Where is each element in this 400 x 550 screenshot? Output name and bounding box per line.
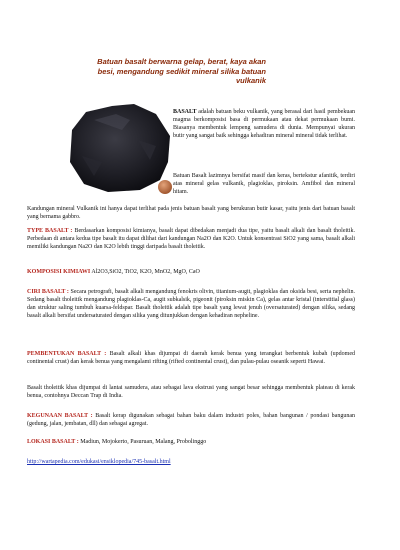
type-text: Berdasarkan komposisi kimianya, basalt dapat dibedakan menjadi dua tipe, yaitu basalt alkali dan basalt tholeitik. Perbedaan di antara kedua tipe basalt itu dapat dilihat dari kandungan Na2O dan K2O. Untuk konsentrasi SiO2 yang sama, basalt alkali memiliki kandungan Na2O dan K2O lebih tinggi daripada basalt tholeitik. xyxy=(27,228,355,251)
ciri-section xyxy=(27,288,355,321)
type-section xyxy=(27,227,355,251)
kegunaan-section xyxy=(27,412,355,428)
basalt-description xyxy=(27,172,355,221)
lokasi-label: LOKASI BASALT : xyxy=(27,439,79,445)
coin-scale-icon xyxy=(158,180,172,194)
basalt-description-part2: Kandungan mineral Vulkanik ini hanya dapat terlihat pada jenis batuan basalt yang berukuran butir kasar, yaitu jenis dari batuan basalt yang bernama gabbro. xyxy=(27,206,355,221)
komposisi-label: KOMPOSISI KIMIAWI xyxy=(27,269,91,275)
source-link[interactable]: http://wartapedia.com/edukasi/ensiklopedia/745-basalt.html xyxy=(27,459,171,465)
pembentukan-text-2: Basalt tholeitik khas dijumpai di lantai samudera, atau sebagai lava ekstrusi yang sangat besar sehingga membentuk plateau di kerak benua, contohnya Deccan Trap di India. xyxy=(27,385,355,400)
heading: Batuan basalt berwarna gelap, berat, kaya akan besi, mengandung sedikit mineral silika batuan vulkanik xyxy=(97,57,266,86)
komposisi-section xyxy=(27,268,355,276)
pembentukan-text: Basalt alkali khas dijumpai di daerah kerak benua yang terangkat berbentuk kubah (updomed continental crust) dan kerak benua yang mengalami rifting (rifted continental crust), dan pulau-pulau oseanik seperti Hawai. xyxy=(27,351,355,366)
pembentukan-label: PEMBENTUKAN BASALT : xyxy=(27,351,107,357)
ciri-label: CIRI BASALT : xyxy=(27,289,69,295)
kegunaan-text: Basalt kerap digunakan sebagai bahan baku dalam industri poles, bahan bangunan / pondasi bangunan (gedung, jalan, jembatan, dll) dan sebagai agregat. xyxy=(27,413,355,428)
pembentukan-section xyxy=(27,350,355,366)
intro-text: adalah batuan beku vulkanik, yang berasal dari hasil pembekuan magma berkomposisi basa di permukaan atau dekat permukaan bumi. Biasanya membentuk lempeng samudera di dunia. Mempunyai ukuran butir yang sangat baik sehingga kehadiran mineral mineral tidak terlihat. xyxy=(173,109,355,140)
basalt-term: BASALT xyxy=(173,109,197,115)
lokasi-section xyxy=(27,438,355,446)
type-label: TYPE BASALT : xyxy=(27,228,73,234)
kegunaan-label: KEGUNAAN BASALT : xyxy=(27,413,93,419)
komposisi-text: Al2O3,SiO2, TiO2, K2O, MnO2, MgO, CaO xyxy=(90,269,200,275)
intro-paragraph xyxy=(173,108,355,141)
ciri-text: Secara petrografi, basalt alkali mengandung fenokris olivin, titanium-augit, plagioklas dan oksida besi, serta nephelin. Sedang basalt tholeitik mengandung plagioklas-Ca, augit subkalsik, pigeonit (piroksin miskin Ca), gelas antar kristal (interstitial glass) dan struktur saling tumbuh kuarsa-feldspar. Basalt tholeitik adalah tipe basalt yang lewat jenuh (oversaturated) dengan silika, sedang basalt alkali bersifat undersaturated dengan silika yang ditunjukkan dengan kehadiran nepheline. xyxy=(27,289,355,320)
basalt-description-part1: Batuan Basalt lazimnya bersifat masif dan keras, bertekstur afanitik, terdiri atas mineral gelas vulkanik, plagioklas, piroksin. Amfibol dan mineral hitam. xyxy=(173,173,355,196)
lokasi-text: Madiun, Mojokerto, Pasuruan, Malang, Probolinggo xyxy=(78,439,207,445)
